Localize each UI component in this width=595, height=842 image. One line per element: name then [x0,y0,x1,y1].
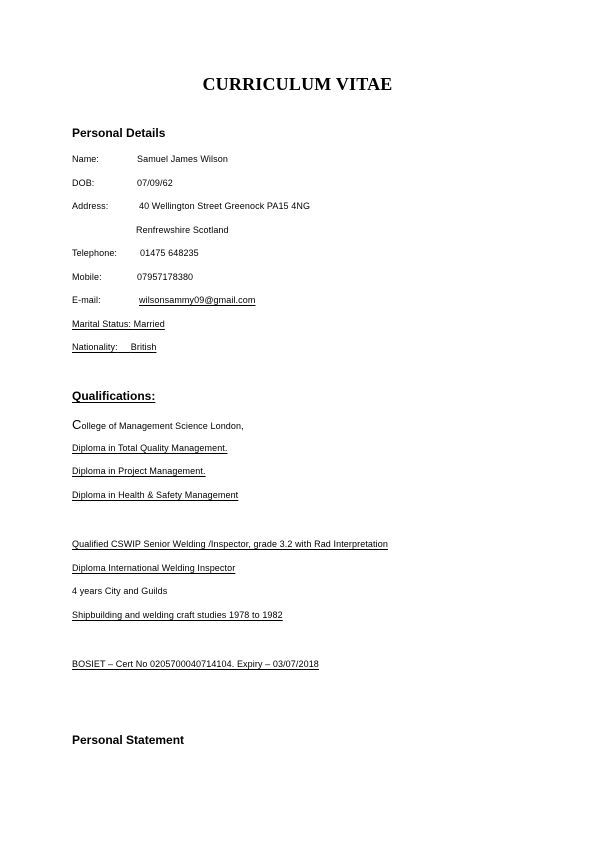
email-label: E-mail: [72,295,101,305]
name-label: Name: [72,154,100,164]
telephone-row [72,248,199,258]
telephone-value: 01475 648235 [140,248,199,258]
qualification-item: Diploma in Project Management. [72,466,206,476]
name-value: Samuel James Wilson [137,154,228,164]
email-row [72,295,255,305]
college-rest: ollege of Management Science London, [81,421,244,431]
qualification-item: Diploma in Health & Safety Management [72,490,239,500]
dob-value: 07/09/62 [137,178,173,188]
personal-details-heading: Personal Details [72,126,166,140]
marital-status-row [72,319,165,329]
address-label: Address: [72,201,109,211]
personal-statement-heading: Personal Statement [72,733,185,747]
address-line2: Renfrewshire Scotland [136,225,229,235]
qualification-item: Qualified CSWIP Senior Welding /Inspector, grade 3.2 with Rad Interpretation [72,539,388,549]
nationality-row [72,342,156,352]
college-line [72,417,244,432]
name-row [72,154,228,164]
qualification-item: BOSIET – Cert No 0205700040714104. Expiry – 03/07/2018 [72,659,319,669]
mobile-row [72,272,193,282]
address-row [72,201,310,211]
mobile-label: Mobile: [72,272,102,282]
document-title: CURRICULUM VITAE [202,74,393,94]
qualification-item: Diploma in Total Quality Management. [72,443,228,453]
marital-label: Marital Status: [72,319,132,329]
address-value: 40 Wellington Street Greenock PA15 4NG [139,201,311,211]
marital-value: Married [133,319,165,329]
qualification-item: 4 years City and Guilds [72,586,168,596]
nationality-value: British [130,342,157,352]
qualification-item: Diploma International Welding Inspector [72,563,236,573]
email-link[interactable]: wilsonsammy09@gmail.com [139,295,256,305]
dob-label: DOB: [72,178,95,188]
college-initial: C [72,417,82,432]
telephone-label: Telephone: [72,248,118,258]
nationality-label: Nationality: [72,342,118,352]
qualifications-heading: Qualifications: [72,389,156,403]
dob-row [72,178,173,188]
mobile-value: 07957178380 [137,272,194,282]
qualification-item: Shipbuilding and welding craft studies 1978 to 1982 [72,610,283,620]
